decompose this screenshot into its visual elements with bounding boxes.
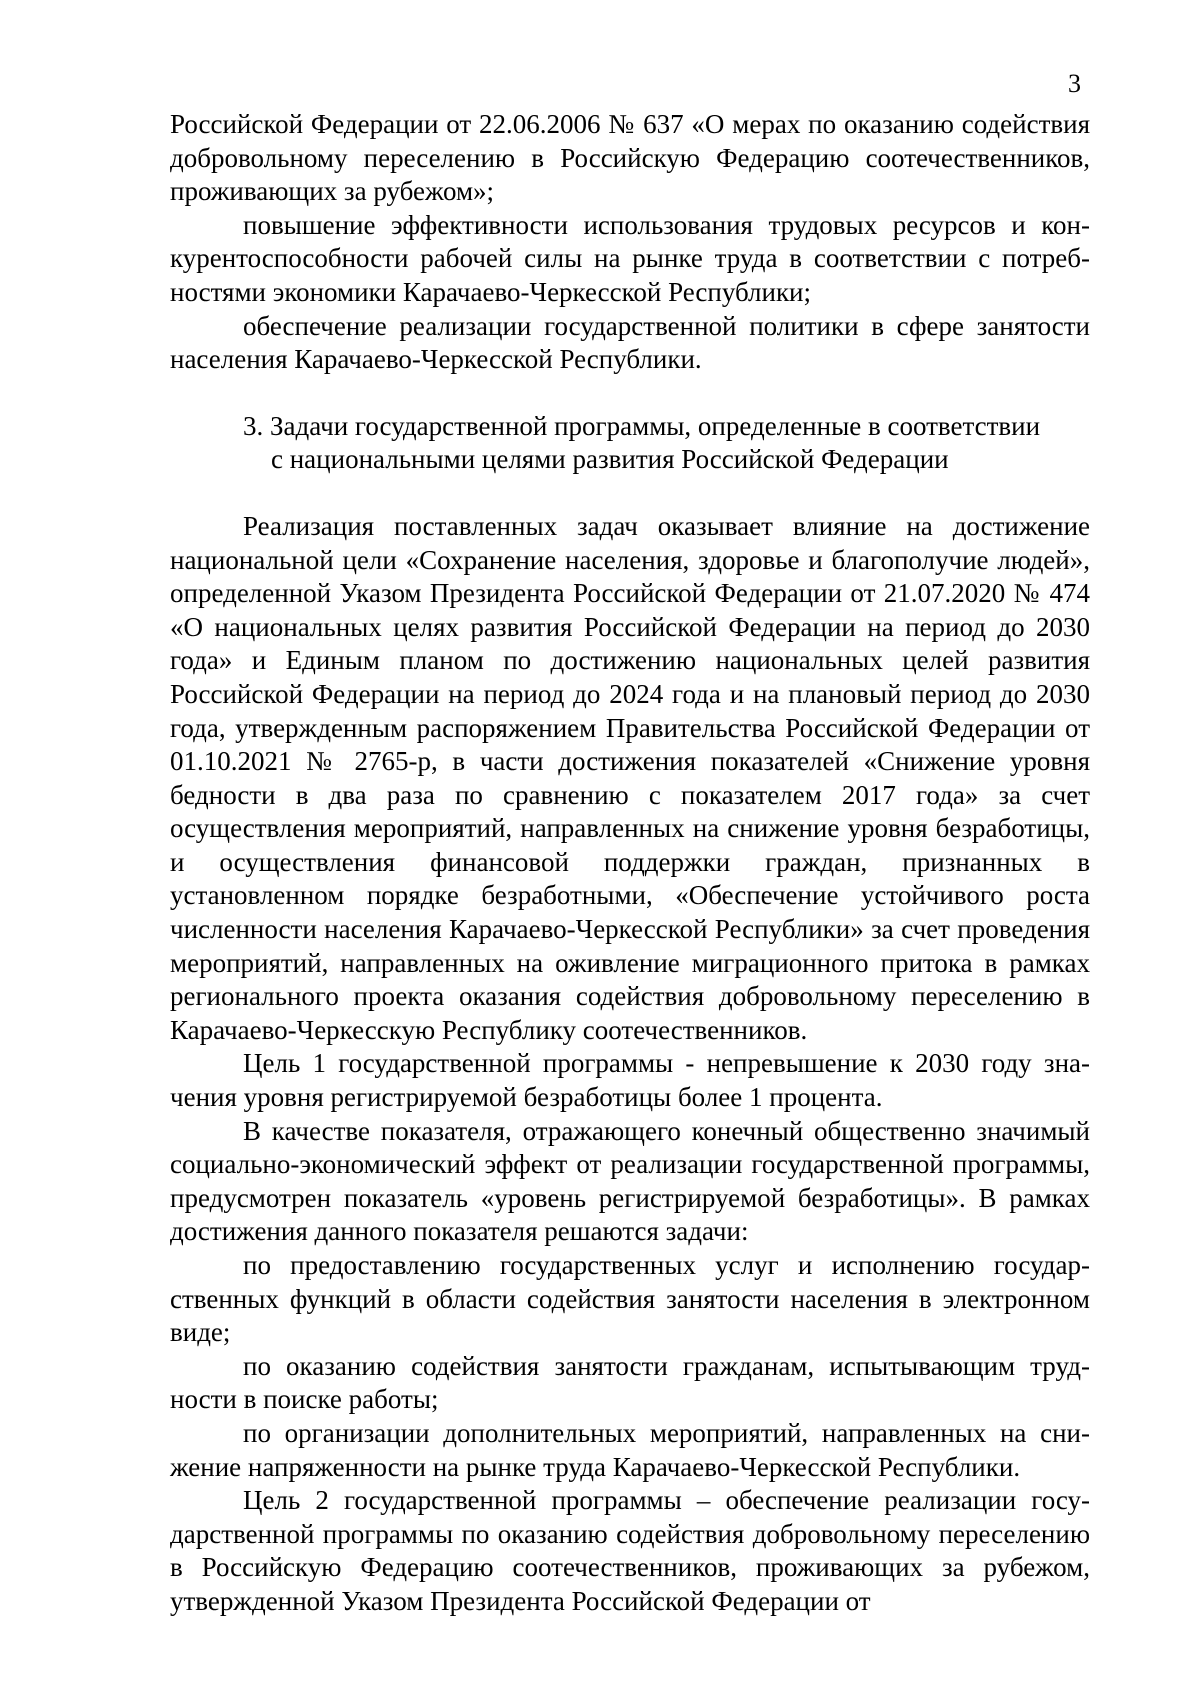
section-heading-line-1: 3. Задачи государственной программы, определенные в соответствии [243,410,1041,441]
section-heading-line-2: с национальными целями развития Российской Федерации [271,444,949,475]
page-number: 3 [1068,69,1081,98]
paragraph-indicator: В качестве показателя, отражающего конечный общественно значимый социально-экономический эффект от реализации государственной программы, предусмотрен показатель «уровень регистрируемой безработицы». В рамках достижения данного показателя решаются задачи: [170,1115,1090,1247]
paragraph-labor-efficiency: повышение эффективности использования трудовых ресурсов и конкурентоспособности рабочей силы на рынке труда в соответствии с потребностями экономики Карачаево-Черкесской Республики; [170,209,1090,307]
document-body [170,108,1090,1619]
paragraph-task-employment-assistance: по оказанию содействия занятости гражданам, испытывающим трудности в поиске работы; [170,1350,1090,1415]
paragraph-task-labor-market: по организации дополнительных мероприятий, направленных на снижение напряженности на рынке труда Карачаево-Черкесской Республики. [170,1417,1090,1482]
paragraph-task-electronic-services: по предоставлению государственных услуг и исполнению государственных функций в области содействия занятости населения в электронном виде; [170,1250,1090,1348]
paragraph-employment-policy: обеспечение реализации государственной политики в сфере занятости населения Карачаево-Черкесской Республики. [170,310,1090,375]
paragraph-goal-2: Цель 2 государственной программы – обеспечение реализации государственной программы по оказанию содействия добровольному переселению в Российскую Федерацию соотечественников, проживающих за рубежом, утвержденной Указом Президента Российской Федерации от [170,1485,1090,1616]
paragraph-goal-1: Цель 1 государственной программы - непревышение к 2030 году значения уровня регистрируемой безработицы более 1 процента. [170,1048,1090,1113]
paragraph-national-goals: Реализация поставленных задач оказывает влияние на достижение национальной цели «Сохранение населения, здоровье и благополучие людей», определенной Указом Президента Российской Федерации от 21.07.2020 № 474 «О национальных целях развития Российской Федерации на период до 2030 года» и Единым планом по достижению национальных целей развития Российской Федерации на период до 2024 года и на плановый период до 2030 года, утвержденным распоряжением Правительства Российской Федерации от 01.10.2021 № 2765-р, в части достижения показателей «Снижение уровня бедности в два раза по сравнению с показателем 2017 года» за счет осуществления мероприятий, направленных на снижение уровня безработицы, и осуществления финансовой поддержки граждан, признанных в установленном порядке безработными, «Обеспечение устойчивого роста численности населения Карачаево-Черкесской Республики» за счет проведения мероприятий, направленных на оживление миграционного притока в рамках регионального проекта оказания содействия добровольному переселению в Карачаево-Черкесскую Республику соотечественников. [170,510,1090,1045]
section-heading [170,410,1090,477]
paragraph-continuation: Российской Федерации от 22.06.2006 № 637 «О мерах по оказанию содействия добровольному переселению в Российскую Федерацию соотечественников, проживающих за рубежом»; [170,109,1090,207]
